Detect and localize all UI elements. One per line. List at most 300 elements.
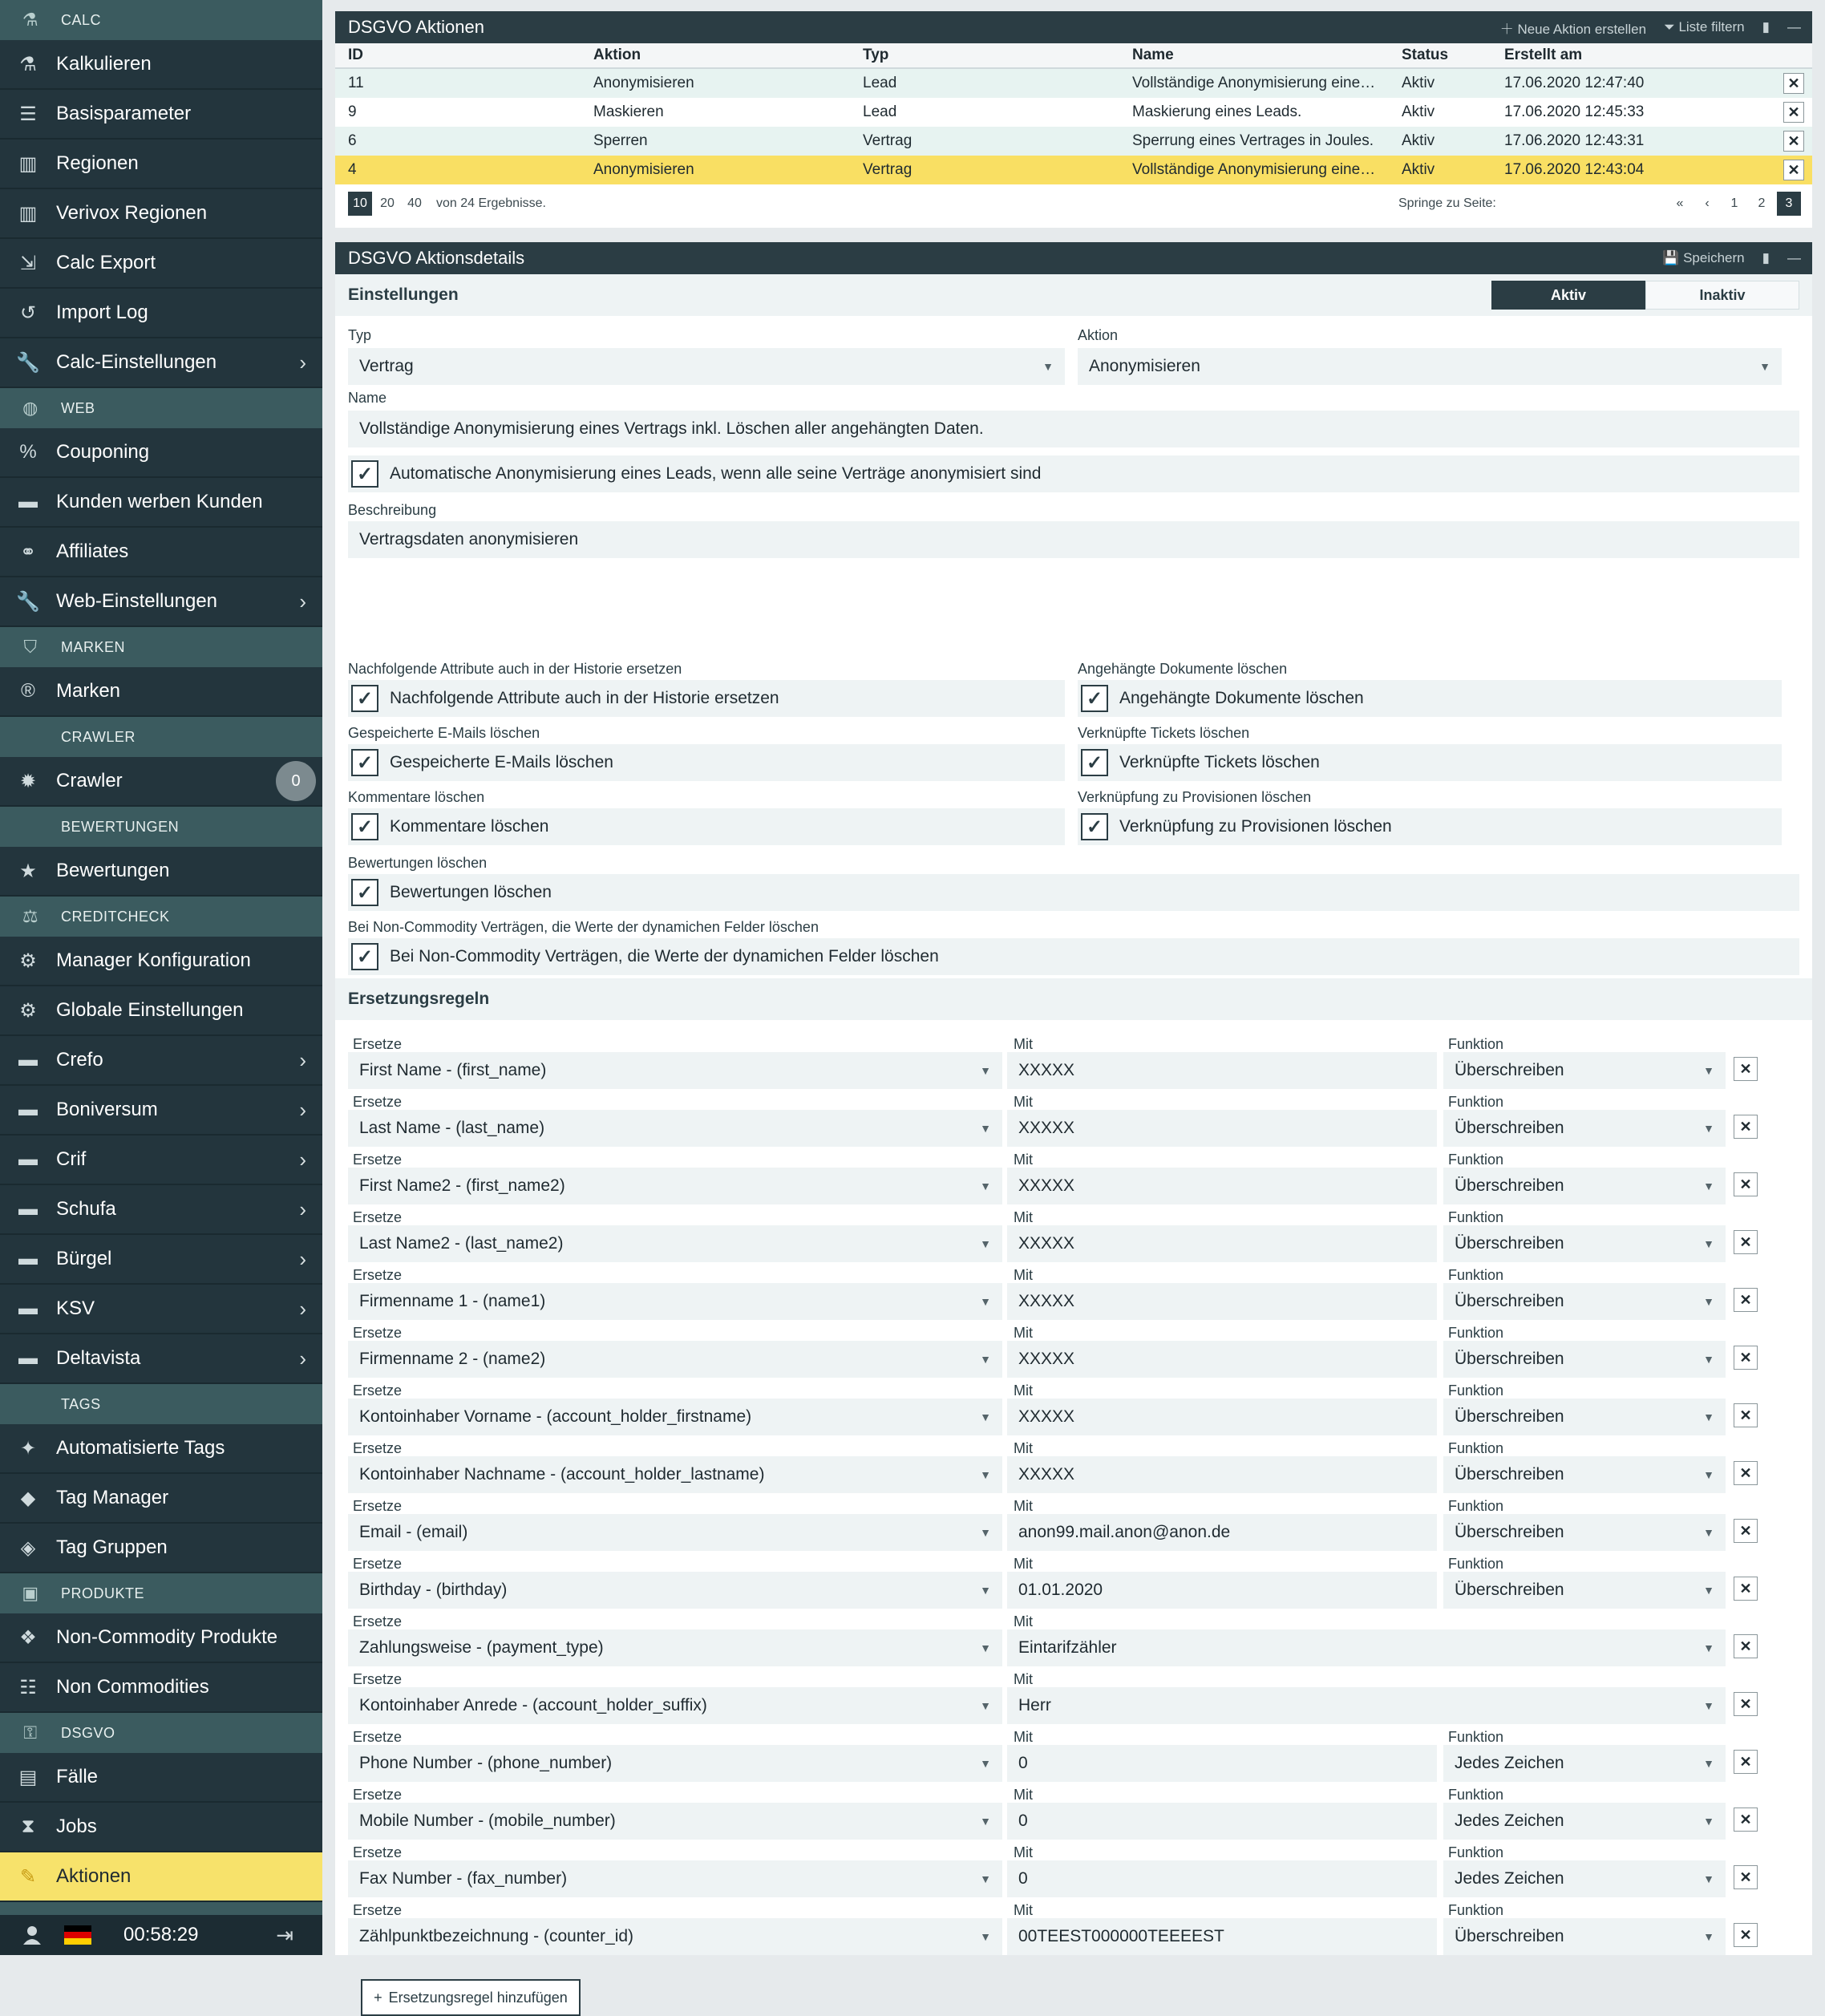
- cell-typ: Lead: [863, 75, 897, 91]
- wrench-icon: 🔧: [16, 351, 40, 374]
- chevron-right-icon: ›: [299, 1097, 306, 1122]
- mit-label: Mit: [1014, 1325, 1033, 1341]
- caret-down-icon: ▼: [1703, 1411, 1714, 1423]
- check-field-3[interactable]: [1078, 744, 1782, 781]
- chevron-right-icon: ›: [299, 1296, 306, 1321]
- sidebar-item-deltavista[interactable]: [0, 1334, 322, 1384]
- section-label: WEB: [61, 399, 95, 416]
- sidebar-item-label: Non-Commodity Produkte: [56, 1626, 278, 1648]
- ersetze-select[interactable]: [348, 1918, 1002, 1955]
- funktion-select-value: Überschreiben: [1455, 1523, 1564, 1541]
- col-typ[interactable]: Typ: [863, 47, 889, 63]
- checkmark-icon[interactable]: ✓: [1081, 813, 1108, 840]
- caret-down-icon: ▼: [1703, 1468, 1714, 1481]
- ersetze-label: Ersetze: [353, 1267, 403, 1283]
- new-action-label: Neue Aktion erstellen: [1517, 21, 1647, 37]
- chevron-right-icon: ›: [299, 1147, 306, 1172]
- check-label-5: Verknüpfung zu Provisionen löschen: [1078, 789, 1312, 805]
- check-field-7-text: Bei Non-Commodity Verträgen, die Werte der dynamichen Felder löschen: [390, 947, 939, 965]
- page-2[interactable]: 2: [1758, 196, 1766, 210]
- mit-input[interactable]: [1007, 1514, 1437, 1551]
- sidebar-item-label: Fälle: [56, 1766, 99, 1787]
- minimize-icon[interactable]: —: [1787, 250, 1801, 265]
- sidebar-item-schufa[interactable]: [0, 1185, 322, 1235]
- count-badge: 0: [276, 761, 316, 801]
- delete-rule-icon[interactable]: ✕: [1734, 1461, 1758, 1485]
- sidebar-item-fälle[interactable]: [0, 1753, 322, 1803]
- sidebar-item-kunden-werben-kunden[interactable]: [0, 478, 322, 528]
- checkmark-icon[interactable]: ✓: [351, 685, 378, 712]
- checkmark-icon[interactable]: ✓: [351, 749, 378, 776]
- chevron-right-icon: ›: [299, 1196, 306, 1221]
- delete-rule-icon[interactable]: ✕: [1734, 1692, 1758, 1716]
- ersetze-select[interactable]: [348, 1110, 1002, 1147]
- ersetze-select[interactable]: [348, 1629, 1002, 1666]
- delete-rule-icon[interactable]: ✕: [1734, 1172, 1758, 1196]
- sidebar-item-ksv[interactable]: [0, 1285, 322, 1334]
- sidebar-item-regionen[interactable]: [0, 140, 322, 189]
- user-icon[interactable]: [0, 1925, 64, 1945]
- actions-panel: [335, 11, 1812, 228]
- caret-down-icon: ▼: [1759, 360, 1770, 373]
- panel-title: DSGVO Aktionsdetails: [348, 248, 525, 268]
- wrench-icon: 🔧: [16, 590, 40, 613]
- ersetze-select-value: Phone Number - (phone_number): [359, 1754, 613, 1772]
- mit-label: Mit: [1014, 1787, 1033, 1803]
- flask-icon: ⚗: [22, 10, 39, 30]
- mit-input-value: XXXXX: [1018, 1350, 1075, 1368]
- check-label-2: Gespeicherte E-Mails löschen: [348, 725, 540, 741]
- caret-down-icon: ▼: [1703, 1237, 1714, 1250]
- delete-rule-icon[interactable]: ✕: [1734, 1865, 1758, 1889]
- ersetze-label: Ersetze: [353, 1498, 403, 1514]
- mit-label: Mit: [1014, 1152, 1033, 1168]
- caret-down-icon: ▼: [980, 1815, 991, 1828]
- cell-name: Maskierung eines Leads.: [1132, 103, 1302, 120]
- funktion-select[interactable]: [1443, 1514, 1726, 1551]
- mit-label: Mit: [1014, 1498, 1033, 1514]
- check-field-1[interactable]: [1078, 680, 1782, 717]
- ersetze-select[interactable]: [348, 1168, 1002, 1204]
- cell-id: 9: [348, 103, 357, 120]
- ersetze-label: Ersetze: [353, 1902, 403, 1918]
- funktion-label: Funktion: [1448, 1382, 1504, 1399]
- logout-icon[interactable]: ⇥: [276, 1922, 293, 1947]
- sidebar-item-web-einstellungen[interactable]: [0, 577, 322, 627]
- sidebar-item-label: Import Log: [56, 302, 148, 323]
- ersetze-select[interactable]: [348, 1341, 1002, 1378]
- funktion-select[interactable]: [1443, 1052, 1726, 1089]
- mit-input[interactable]: [1007, 1399, 1437, 1435]
- delete-rule-icon[interactable]: ✕: [1734, 1923, 1758, 1947]
- box-icon: ▣: [22, 1583, 39, 1603]
- table-row[interactable]: [335, 156, 1812, 184]
- ersetze-select[interactable]: [348, 1225, 1002, 1262]
- ersetze-select[interactable]: [348, 1745, 1002, 1782]
- mit-input-value: XXXXX: [1018, 1119, 1075, 1137]
- sidebar-item-affiliates[interactable]: [0, 528, 322, 577]
- funktion-select-value: Überschreiben: [1455, 1234, 1564, 1253]
- settings-title: Einstellungen: [348, 285, 459, 304]
- delete-row-icon[interactable]: ✕: [1783, 131, 1804, 152]
- funktion-label: Funktion: [1448, 1440, 1504, 1456]
- funktion-select[interactable]: [1443, 1341, 1726, 1378]
- new-action-button[interactable]: ＋ Neue Aktion erstellen: [1499, 21, 1647, 37]
- page-1[interactable]: 1: [1730, 196, 1738, 210]
- name-input-value: Vollständige Anonymisierung eines Vertrags inkl. Löschen aller angehängten Daten.: [359, 419, 984, 438]
- col-name[interactable]: Name: [1132, 47, 1174, 63]
- actions-panel-header: [335, 11, 1812, 43]
- mit-label: Mit: [1014, 1094, 1033, 1110]
- ersetze-label: Ersetze: [353, 1613, 403, 1629]
- cell-status: Aktiv: [1402, 132, 1435, 149]
- sidebar-item-calc-export[interactable]: [0, 239, 322, 289]
- check-field-2[interactable]: [348, 744, 1065, 781]
- sidebar-item-label: Aktionen: [56, 1865, 132, 1887]
- user-lock-icon: ⚿: [23, 1723, 38, 1743]
- caret-down-icon: ▼: [980, 1584, 991, 1597]
- check-label-7: Bei Non-Commodity Verträgen, die Werte der dynamichen Felder löschen: [348, 919, 819, 935]
- sidebar-item-bürgel[interactable]: [0, 1235, 322, 1285]
- history-icon: ↺: [19, 302, 37, 324]
- check-label-1: Angehängte Dokumente löschen: [1078, 661, 1288, 677]
- sidebar-item-label: Web-Einstellungen: [56, 590, 218, 612]
- funktion-select[interactable]: [1443, 1803, 1726, 1840]
- sidebar-item-couponing[interactable]: [0, 428, 322, 478]
- first-page-icon[interactable]: «: [1676, 196, 1684, 210]
- magic-icon: ✦: [19, 1437, 37, 1459]
- mit-input[interactable]: [1007, 1572, 1437, 1609]
- ersetze-select[interactable]: [348, 1399, 1002, 1435]
- check-field-7[interactable]: [348, 938, 1799, 975]
- caret-down-icon: ▼: [980, 1757, 991, 1770]
- delete-row-icon[interactable]: ✕: [1783, 160, 1804, 180]
- table-header: [335, 43, 1812, 69]
- checkmark-icon[interactable]: ✓: [351, 943, 378, 970]
- sidebar-item-label: Tag Gruppen: [56, 1536, 168, 1558]
- funktion-select-value: Jedes Zeichen: [1455, 1812, 1564, 1830]
- bookmark-icon[interactable]: ▮: [1762, 250, 1770, 265]
- section-label: DSGVO: [61, 1724, 115, 1741]
- save-button[interactable]: [1662, 250, 1744, 266]
- ersetze-select-value: Firmenname 2 - (name2): [359, 1350, 546, 1368]
- sidebar-item-label: Crawler: [56, 770, 123, 791]
- plus-icon: +: [374, 1989, 382, 2006]
- sidebar-section-tags: [0, 1384, 322, 1424]
- spider-icon: ✹: [19, 770, 37, 792]
- sidebar-item-bewertungen[interactable]: [0, 847, 322, 897]
- mit-input[interactable]: [1007, 1341, 1437, 1378]
- details-panel-header: [335, 242, 1812, 274]
- sidebar-section-dsgvo: [0, 1713, 322, 1753]
- funktion-select-value: Überschreiben: [1455, 1927, 1564, 1945]
- sidebar-item-import-log[interactable]: [0, 289, 322, 338]
- sidebar-item-label: Boniversum: [56, 1099, 158, 1120]
- caret-down-icon: ▼: [980, 1353, 991, 1366]
- mit-label: Mit: [1014, 1844, 1033, 1860]
- session-timer: 00:58:29: [123, 1924, 199, 1945]
- cell-id: 4: [348, 161, 357, 178]
- page-size-40[interactable]: 40: [407, 196, 422, 210]
- card-icon: ▬: [18, 1248, 38, 1269]
- sidebar-item-non-commodities[interactable]: [0, 1663, 322, 1713]
- sidebar-item-label: Jobs: [56, 1816, 97, 1837]
- mit-input-value: 0: [1018, 1869, 1028, 1888]
- delete-row-icon[interactable]: ✕: [1783, 73, 1804, 94]
- cell-status: Aktiv: [1402, 75, 1435, 91]
- sidebar-item-label: Crif: [56, 1148, 87, 1170]
- gear-icon: ⚙: [19, 999, 37, 1022]
- delete-rule-icon[interactable]: ✕: [1734, 1577, 1758, 1601]
- ersetze-label: Ersetze: [353, 1094, 403, 1110]
- cell-aktion: Anonymisieren: [593, 161, 694, 178]
- sidebar-section-crawler: [0, 717, 322, 757]
- section-label: BEWERTUNGEN: [61, 818, 180, 835]
- table-row[interactable]: [335, 127, 1812, 156]
- mit-input[interactable]: [1007, 1052, 1437, 1089]
- cell-name: Vollständige Anonymisierung eine…: [1132, 75, 1376, 91]
- funktion-select[interactable]: [1443, 1456, 1726, 1493]
- ersetze-select[interactable]: [348, 1860, 1002, 1897]
- check-field-0[interactable]: [348, 680, 1065, 717]
- funktion-select[interactable]: [1443, 1745, 1726, 1782]
- toggle-aktiv[interactable]: Aktiv: [1491, 281, 1645, 310]
- caret-down-icon: ▼: [980, 1237, 991, 1250]
- checkmark-icon[interactable]: ✓: [1081, 749, 1108, 776]
- add-rule-button[interactable]: [361, 1979, 581, 2016]
- ersetze-select[interactable]: [348, 1803, 1002, 1840]
- chevron-right-icon: ›: [299, 1346, 306, 1370]
- chevron-right-icon: ›: [299, 350, 306, 374]
- sidebar-nav: [0, 0, 322, 1942]
- ersetze-select[interactable]: [348, 1283, 1002, 1320]
- sidebar-item-marken[interactable]: [0, 667, 322, 717]
- sidebar-item-basisparameter[interactable]: [0, 90, 322, 140]
- col-id[interactable]: ID: [348, 47, 363, 63]
- delete-rule-icon[interactable]: ✕: [1734, 1634, 1758, 1658]
- ersetze-select-value: First Name2 - (first_name2): [359, 1176, 565, 1195]
- bookmark-icon[interactable]: ▮: [1762, 19, 1770, 34]
- funktion-select[interactable]: [1443, 1860, 1726, 1897]
- prev-page-icon[interactable]: ‹: [1705, 196, 1710, 210]
- mit-input[interactable]: [1007, 1803, 1437, 1840]
- typ-select[interactable]: [348, 348, 1065, 385]
- sidebar-item-label: Basisparameter: [56, 103, 192, 124]
- details-body: [335, 316, 1812, 2006]
- mit-input[interactable]: [1007, 1860, 1437, 1897]
- ersetze-select[interactable]: [348, 1572, 1002, 1609]
- sidebar-item-calc-einstellungen[interactable]: [0, 338, 322, 388]
- col-aktion[interactable]: Aktion: [593, 47, 641, 63]
- sidebar-item-label: Regionen: [56, 152, 139, 174]
- sidebar-item-manager-konfiguration[interactable]: [0, 937, 322, 986]
- page-size-10[interactable]: 10: [348, 192, 372, 216]
- caret-down-icon: ▼: [980, 1122, 991, 1135]
- check-field-5-text: Verknüpfung zu Provisionen löschen: [1119, 817, 1392, 836]
- col-status[interactable]: Status: [1402, 47, 1449, 63]
- mit-input[interactable]: [1007, 1283, 1437, 1320]
- checkmark-icon[interactable]: ✓: [351, 460, 378, 488]
- card-icon: ▬: [18, 1297, 38, 1319]
- funktion-label: Funktion: [1448, 1498, 1504, 1514]
- check-field-4[interactable]: [348, 808, 1065, 845]
- sidebar-item-crif[interactable]: [0, 1136, 322, 1185]
- table-row[interactable]: [335, 69, 1812, 98]
- caret-down-icon: ▼: [980, 1411, 991, 1423]
- sidebar-item-tag-gruppen[interactable]: [0, 1524, 322, 1573]
- delete-rule-icon[interactable]: ✕: [1734, 1230, 1758, 1254]
- sidebar-item-boniversum[interactable]: [0, 1086, 322, 1136]
- sidebar-item-automatisierte-tags[interactable]: [0, 1424, 322, 1474]
- sidebar-item-non-commodity-produkte[interactable]: [0, 1613, 322, 1663]
- minimize-icon[interactable]: —: [1787, 19, 1801, 34]
- ersetze-label: Ersetze: [353, 1729, 403, 1745]
- ersetze-select[interactable]: [348, 1052, 1002, 1089]
- ersetze-select-value: Last Name - (last_name): [359, 1119, 545, 1137]
- checkmark-icon[interactable]: ✓: [351, 813, 378, 840]
- auto-anon-checkbox[interactable]: [348, 455, 1799, 492]
- delete-rule-icon[interactable]: ✕: [1734, 1115, 1758, 1139]
- ersetze-label: Ersetze: [353, 1556, 403, 1572]
- delete-rule-icon[interactable]: ✕: [1734, 1057, 1758, 1081]
- cell-name: Sperrung eines Vertrages in Joules.: [1132, 132, 1374, 149]
- result-count: von 24 Ergebnisse.: [436, 196, 546, 210]
- mit-select[interactable]: [1007, 1687, 1726, 1724]
- check-label-4: Kommentare löschen: [348, 789, 485, 805]
- ersetze-select-value: Zahlungsweise - (payment_type): [359, 1638, 604, 1657]
- sidebar-item-label: Kalkulieren: [56, 53, 152, 75]
- delete-rule-icon[interactable]: ✕: [1734, 1288, 1758, 1312]
- ersetze-label: Ersetze: [353, 1036, 403, 1052]
- chevron-right-icon: ›: [299, 1047, 306, 1072]
- sidebar-item-label: Automatisierte Tags: [56, 1437, 225, 1459]
- cell-aktion: Sperren: [593, 132, 648, 149]
- funktion-select[interactable]: [1443, 1399, 1726, 1435]
- funktion-select[interactable]: [1443, 1572, 1726, 1609]
- mit-label: Mit: [1014, 1382, 1033, 1399]
- ersetze-select[interactable]: [348, 1514, 1002, 1551]
- mit-input[interactable]: [1007, 1918, 1437, 1955]
- table-body: [335, 69, 1812, 184]
- name-input[interactable]: [348, 411, 1799, 447]
- delete-rule-icon[interactable]: ✕: [1734, 1403, 1758, 1427]
- de-flag-icon[interactable]: [64, 1925, 91, 1945]
- checkmark-icon[interactable]: ✓: [1081, 685, 1108, 712]
- mit-select-value: Eintarifzähler: [1018, 1638, 1117, 1657]
- ersetze-select-value: Mobile Number - (mobile_number): [359, 1812, 616, 1830]
- funktion-select[interactable]: [1443, 1110, 1726, 1147]
- section-label: MARKEN: [61, 638, 126, 655]
- sidebar-item-crefo[interactable]: [0, 1036, 322, 1086]
- link-icon: ⚭: [19, 540, 37, 563]
- sidebar: [0, 0, 322, 1955]
- sidebar-item-kalkulieren[interactable]: [0, 40, 322, 90]
- sidebar-item-globale-einstellungen[interactable]: [0, 986, 322, 1036]
- sidebar-item-jobs[interactable]: [0, 1803, 322, 1852]
- checkmark-icon[interactable]: ✓: [351, 879, 378, 906]
- star-icon: ★: [19, 860, 37, 882]
- sidebar-item-label: Crefo: [56, 1049, 103, 1071]
- cell-typ: Lead: [863, 103, 897, 120]
- funktion-label: Funktion: [1448, 1787, 1504, 1803]
- funktion-select[interactable]: [1443, 1918, 1726, 1955]
- caret-down-icon: ▼: [980, 1526, 991, 1539]
- rules-header: [335, 978, 1812, 1020]
- sidebar-item-verivox-regionen[interactable]: [0, 189, 322, 239]
- caret-down-icon: ▼: [980, 1699, 991, 1712]
- filter-list-button[interactable]: [1664, 19, 1745, 35]
- sidebar-item-crawler[interactable]: [0, 757, 322, 807]
- caret-down-icon: ▼: [1703, 1642, 1714, 1654]
- sidebar-section-creditcheck: [0, 897, 322, 937]
- delete-rule-icon[interactable]: ✕: [1734, 1519, 1758, 1543]
- mit-input-value: XXXXX: [1018, 1061, 1075, 1079]
- mit-input[interactable]: [1007, 1168, 1437, 1204]
- funktion-label: Funktion: [1448, 1325, 1504, 1341]
- mit-label: Mit: [1014, 1902, 1033, 1918]
- delete-rule-icon[interactable]: ✕: [1734, 1346, 1758, 1370]
- cell-id: 6: [348, 132, 357, 149]
- section-label: CREDITCHECK: [61, 908, 170, 925]
- caret-down-icon: ▼: [980, 1642, 991, 1654]
- delete-rule-icon[interactable]: ✕: [1734, 1808, 1758, 1832]
- funktion-select[interactable]: [1443, 1283, 1726, 1320]
- desc-input[interactable]: [348, 521, 1799, 558]
- mit-input[interactable]: [1007, 1225, 1437, 1262]
- mit-input-value: XXXXX: [1018, 1407, 1075, 1426]
- delete-rule-icon[interactable]: ✕: [1734, 1750, 1758, 1774]
- funktion-select[interactable]: [1443, 1225, 1726, 1262]
- page-size-20[interactable]: 20: [380, 196, 395, 210]
- ersetze-select[interactable]: [348, 1456, 1002, 1493]
- section-label: CALC: [61, 11, 102, 28]
- mit-input[interactable]: [1007, 1456, 1437, 1493]
- mit-select[interactable]: [1007, 1629, 1726, 1666]
- mit-input-value: 00TEEST000000TEEEEST: [1018, 1927, 1224, 1945]
- caret-down-icon: ▼: [1703, 1872, 1714, 1885]
- check-field-6[interactable]: [348, 874, 1799, 911]
- cubes-icon: ❖: [19, 1626, 37, 1649]
- aktion-label: Aktion: [1078, 327, 1119, 343]
- mit-label: Mit: [1014, 1556, 1033, 1572]
- table-row[interactable]: [335, 98, 1812, 127]
- check-field-3-text: Verknüpfte Tickets löschen: [1119, 753, 1320, 771]
- toggle-inaktiv[interactable]: Inaktiv: [1645, 281, 1799, 310]
- sidebar-item-aktionen[interactable]: [0, 1852, 322, 1902]
- check-field-5[interactable]: [1078, 808, 1782, 845]
- funktion-label: Funktion: [1448, 1267, 1504, 1283]
- ersetze-select-value: First Name - (first_name): [359, 1061, 547, 1079]
- name-label: Name: [348, 390, 387, 406]
- flask-icon: ⚗: [19, 53, 37, 75]
- ersetze-select-value: Kontoinhaber Anrede - (account_holder_suffix): [359, 1696, 707, 1714]
- mit-input[interactable]: [1007, 1745, 1437, 1782]
- funktion-select-value: Überschreiben: [1455, 1407, 1564, 1426]
- page-3[interactable]: 3: [1777, 192, 1801, 216]
- ersetze-select-value: Zählpunktbezeichnung - (counter_id): [359, 1927, 634, 1945]
- funktion-select[interactable]: [1443, 1168, 1726, 1204]
- sidebar-item-tag-manager[interactable]: [0, 1474, 322, 1524]
- ersetze-select[interactable]: [348, 1687, 1002, 1724]
- delete-row-icon[interactable]: ✕: [1783, 102, 1804, 123]
- aktion-select[interactable]: [1078, 348, 1782, 385]
- mit-input[interactable]: [1007, 1110, 1437, 1147]
- mit-label: Mit: [1014, 1209, 1033, 1225]
- cell-id: 11: [348, 75, 364, 91]
- mit-input-value: XXXXX: [1018, 1292, 1075, 1310]
- ersetze-select-value: Last Name2 - (last_name2): [359, 1234, 564, 1253]
- col-created[interactable]: Erstellt am: [1504, 47, 1583, 63]
